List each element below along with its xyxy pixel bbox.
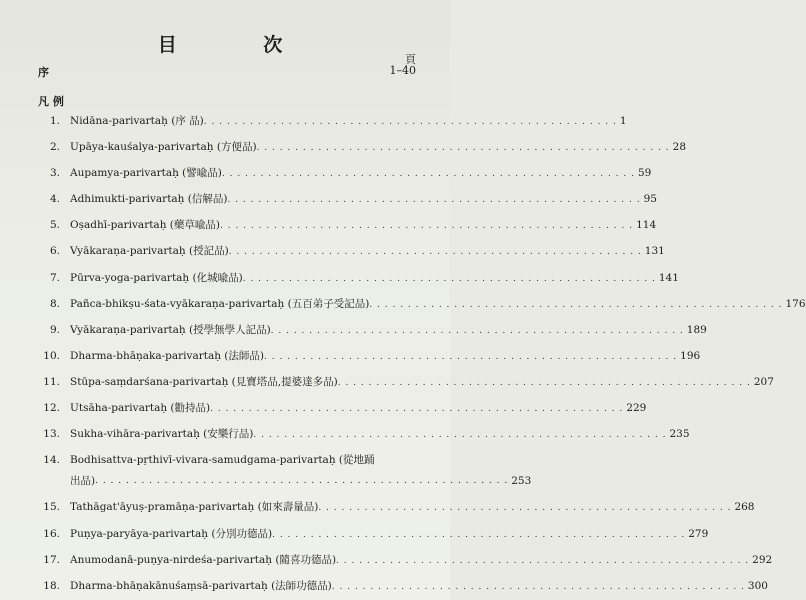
entry-body <box>70 451 416 469</box>
page-title: 目 次 <box>157 34 323 56</box>
entry-page: 207 <box>753 376 774 388</box>
leader-dots: . . . . . . . . . . . . . . . . . . . . . . . . . . . . . . . . . . . . . . . . . . . . . . . . . . . . . . <box>203 117 617 127</box>
leader-dots: . . . . . . . . . . . . . . . . . . . . . . . . . . . . . . . . . . . . . . . . . . . . . . . . . . . . . . <box>242 274 656 284</box>
toc-entry <box>38 138 687 156</box>
toc-entry <box>38 451 416 469</box>
entry-page: 279 <box>688 528 709 540</box>
toc-entry <box>38 269 679 287</box>
toc-entry <box>38 373 774 391</box>
toc-entry <box>38 525 709 543</box>
entry-title: Sukha-vihāra-parivartaḥ (安樂行品) <box>70 428 254 440</box>
preface-page: 1–40 <box>389 64 416 77</box>
entry-page: 141 <box>658 272 679 284</box>
entry-body <box>70 347 701 366</box>
entry-body <box>70 425 690 444</box>
entry-page: 253 <box>511 475 532 487</box>
entry-number: 10. <box>43 350 60 362</box>
entry-title: Pūrva-yoga-parivartaḥ (化城喩品) <box>70 272 243 284</box>
entry-body <box>70 373 774 392</box>
entry-title: Stūpa-saṃdarśana-parivartaḥ (見寶塔品,提婆達多品) <box>70 376 338 388</box>
entry-title: Vyākaraṇa-parivartaḥ (授學無學人記品) <box>70 324 271 336</box>
leader-dots: . . . . . . . . . . . . . . . . . . . . . . . . . . . . . . . . . . . . . . . . . . . . . . . . . . . . . . <box>336 556 750 566</box>
toc-entry <box>38 164 652 182</box>
entry-body <box>70 551 773 570</box>
entry-number: 17. <box>43 554 60 566</box>
entry-number: 12. <box>43 402 60 414</box>
entry-body <box>70 164 652 183</box>
entry-title: Dharma-bhāṇakānuśaṃsā-parivartaḥ (法師功德品) <box>70 580 332 592</box>
toc-entry <box>38 577 768 595</box>
entry-title: Nidāna-parivartaḥ (序 品) <box>70 115 204 127</box>
entry-number: 6. <box>49 245 60 257</box>
entry-number: 5. <box>49 219 60 231</box>
leader-dots: . . . . . . . . . . . . . . . . . . . . . . . . . . . . . . . . . . . . . . . . . . . . . . . . . . . . . . <box>270 326 684 336</box>
entry-body <box>70 138 687 157</box>
entry-body <box>70 190 657 209</box>
entry-number: 8. <box>49 298 60 310</box>
entry-body <box>70 112 627 131</box>
leader-dots: . . . . . . . . . . . . . . . . . . . . . . . . . . . . . . . . . . . . . . . . . . . . . . . . . . . . . . <box>256 143 670 153</box>
page-column-heading: 頁 <box>405 53 416 66</box>
entry-page: 189 <box>686 324 707 336</box>
entry-title: Utsāha-parivartaḥ (勸持品) <box>70 402 211 414</box>
leader-dots: . . . . . . . . . . . . . . . . . . . . . . . . . . . . . . . . . . . . . . . . . . . . . . . . . . . . . . <box>369 300 783 310</box>
entry-body <box>70 399 647 418</box>
toc-entry <box>38 216 657 234</box>
entry-title: Oṣadhī-parivartaḥ (藥草喩品) <box>70 219 220 231</box>
leader-dots: . . . . . . . . . . . . . . . . . . . . . . . . . . . . . . . . . . . . . . . . . . . . . . . . . . . . . . <box>220 221 634 231</box>
entry-number: 14. <box>43 454 60 466</box>
entry-page: 95 <box>643 193 657 205</box>
entry-title: Bodhisattva-pṛthivī-vivara-samudgama-parivartaḥ (從地踊 <box>70 454 375 466</box>
entry-title: Vyākaraṇa-parivartaḥ (授記品) <box>70 245 229 257</box>
entry-number: 11. <box>43 376 60 388</box>
entry-page: 114 <box>636 219 657 231</box>
entry-number: 4. <box>49 193 60 205</box>
entry-body <box>70 269 679 288</box>
toc-entry <box>38 190 657 208</box>
leader-dots: . . . . . . . . . . . . . . . . . . . . . . . . . . . . . . . . . . . . . . . . . . . . . . . . . . . . . . <box>228 247 642 257</box>
toc-entry <box>38 551 773 569</box>
entry-page: 196 <box>680 350 701 362</box>
toc-entry <box>38 295 806 313</box>
entry-page: 235 <box>669 428 690 440</box>
entry-page: 292 <box>752 554 773 566</box>
entry-number: 2. <box>49 141 60 153</box>
entry-page: 131 <box>644 245 665 257</box>
entry-title: Puṇya-paryāya-parivartaḥ (分別功德品) <box>70 528 273 540</box>
toc-entry <box>38 425 690 443</box>
leader-dots: . . . . . . . . . . . . . . . . . . . . . . . . . . . . . . . . . . . . . . . . . . . . . . . . . . . . . . <box>253 430 667 440</box>
leader-dots: . . . . . . . . . . . . . . . . . . . . . . . . . . . . . . . . . . . . . . . . . . . . . . . . . . . . . . <box>95 476 509 486</box>
entry-page: 229 <box>626 402 647 414</box>
entry-title: Adhimukti-parivartaḥ (信解品) <box>70 193 228 205</box>
entry-page: 1 <box>619 115 627 127</box>
entry-title: Tathāgat'āyuṣ-pramāṇa-parivartaḥ (如來壽量品) <box>70 501 319 513</box>
toc-entry <box>38 347 701 365</box>
entry-number: 13. <box>43 428 60 440</box>
fanli-heading: 凡 例 <box>38 95 64 108</box>
entry-page: 176 <box>785 298 806 310</box>
entry-page: 28 <box>672 141 687 153</box>
leader-dots: . . . . . . . . . . . . . . . . . . . . . . . . . . . . . . . . . . . . . . . . . . . . . . . . . . . . . . <box>221 169 635 179</box>
entry-title: Pañca-bhikṣu-śata-vyākaraṇa-parivartaḥ (五百弟子受記品) <box>70 298 370 310</box>
entry-body <box>70 498 755 517</box>
leader-dots: . . . . . . . . . . . . . . . . . . . . . . . . . . . . . . . . . . . . . . . . . . . . . . . . . . . . . . <box>318 503 732 513</box>
leader-dots: . . . . . . . . . . . . . . . . . . . . . . . . . . . . . . . . . . . . . . . . . . . . . . . . . . . . . . <box>264 352 678 362</box>
entry-number: 1. <box>49 115 60 127</box>
leader-dots: . . . . . . . . . . . . . . . . . . . . . . . . . . . . . . . . . . . . . . . . . . . . . . . . . . . . . . <box>272 530 686 540</box>
entry-title: Aupamya-parivartaḥ (譬喩品) <box>70 167 222 179</box>
toc-entry <box>38 399 647 417</box>
entry-number: 9. <box>49 324 60 336</box>
entry-body <box>70 577 768 596</box>
preface-label: 序 <box>38 66 49 79</box>
toc-entry <box>38 498 755 516</box>
leader-dots: . . . . . . . . . . . . . . . . . . . . . . . . . . . . . . . . . . . . . . . . . . . . . . . . . . . . . . <box>337 378 751 388</box>
entry-page: 300 <box>747 580 768 592</box>
toc-entry-continuation <box>70 472 532 490</box>
entry-body <box>70 216 657 235</box>
entry-body <box>70 321 707 340</box>
entry-title: Upāya-kauśalya-parivartaḥ (方便品) <box>70 141 257 153</box>
leader-dots: . . . . . . . . . . . . . . . . . . . . . . . . . . . . . . . . . . . . . . . . . . . . . . . . . . . . . . <box>227 195 641 205</box>
entry-number: 15. <box>43 501 60 513</box>
entry-title: Anumodanā-puṇya-nirdeśa-parivartaḥ (隨喜功德品) <box>70 554 337 566</box>
toc-entry <box>38 112 627 130</box>
toc-entry <box>38 321 707 339</box>
entry-title-continued: 出品) <box>70 475 96 487</box>
leader-dots: . . . . . . . . . . . . . . . . . . . . . . . . . . . . . . . . . . . . . . . . . . . . . . . . . . . . . . <box>331 582 745 592</box>
toc-entry <box>38 242 665 260</box>
entry-page: 59 <box>638 167 652 179</box>
entry-body <box>70 295 806 314</box>
leader-dots: . . . . . . . . . . . . . . . . . . . . . . . . . . . . . . . . . . . . . . . . . . . . . . . . . . . . . . <box>210 404 624 414</box>
entry-number: 7. <box>49 272 60 284</box>
entry-body <box>70 242 665 261</box>
entry-title: Dharma-bhāṇaka-parivartaḥ (法師品) <box>70 350 265 362</box>
entry-page: 268 <box>734 501 755 513</box>
entry-number: 18. <box>43 580 60 592</box>
entry-number: 16. <box>43 528 60 540</box>
entry-body <box>70 525 709 544</box>
entry-number: 3. <box>49 167 60 179</box>
